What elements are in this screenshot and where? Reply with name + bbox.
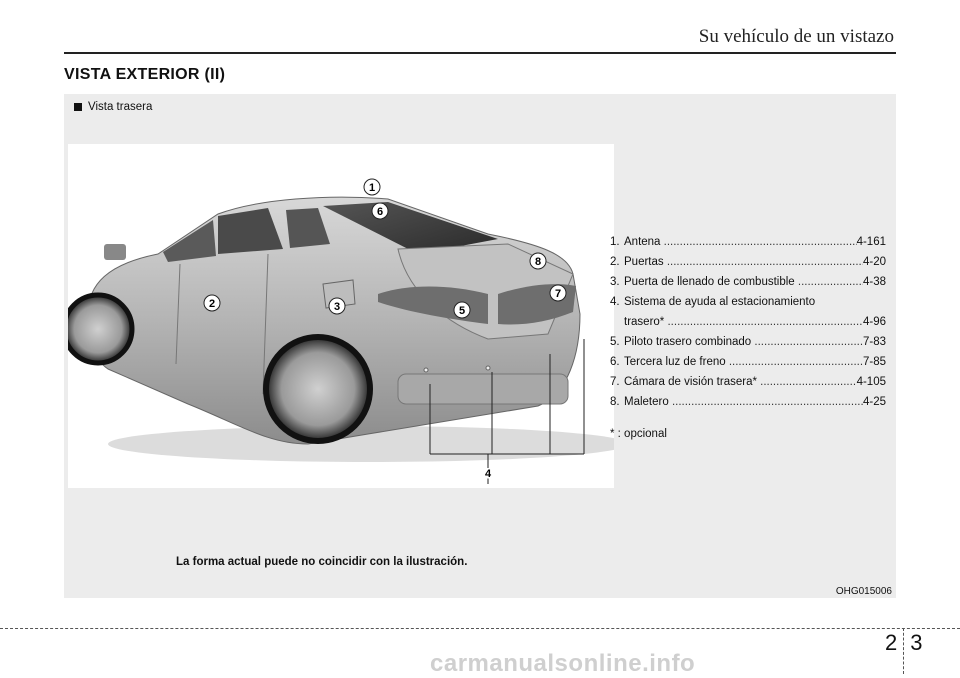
callout-1: 1 <box>368 182 376 194</box>
legend-label: Tercera luz de freno <box>624 356 726 368</box>
side-window-front <box>163 220 216 262</box>
optional-note: * : opcional <box>610 428 667 440</box>
car-illustration <box>68 144 614 488</box>
callout-marker-3 <box>329 298 345 314</box>
parking-sensor-1 <box>424 368 428 372</box>
callout-marker-6 <box>372 203 388 219</box>
disclaimer: La forma actual puede no coincidir con la ilustración. <box>176 556 468 568</box>
legend-num: 4. <box>610 296 620 308</box>
callout-3: 3 <box>333 301 341 313</box>
legend-page: 4-20 <box>862 256 886 268</box>
square-bullet-icon <box>74 103 82 111</box>
callout-2: 2 <box>208 298 216 310</box>
callout-marker-4 <box>485 468 492 480</box>
legend-num: 8. <box>610 396 620 408</box>
legend-num: 6. <box>610 356 620 368</box>
legend-num: 2. <box>610 256 620 268</box>
footer-dashed-rule <box>0 628 960 629</box>
legend-item-5 <box>610 332 886 352</box>
callout-marker-1 <box>364 179 380 195</box>
subheading <box>74 101 152 113</box>
legend-item-2 <box>610 252 886 272</box>
image-code: OHG015006 <box>835 586 892 597</box>
callout-6: 6 <box>376 206 384 218</box>
page-number-value: 3 <box>910 630 923 655</box>
legend-label: Antena <box>624 236 661 248</box>
header-section-title: Su vehículo de un vistazo <box>698 26 894 47</box>
legend-num: 1. <box>610 236 620 248</box>
page-title: VISTA EXTERIOR (II) <box>64 66 226 83</box>
legend-item-3 <box>610 272 886 292</box>
legend-label: Maletero <box>624 396 669 408</box>
car-rear-view-drawing <box>68 144 614 488</box>
header-rule <box>64 52 896 54</box>
legend-item-1 <box>610 232 886 252</box>
callout-4: 4 <box>484 468 492 480</box>
legend-page: 4-25 <box>862 396 886 408</box>
legend-item-8 <box>610 392 886 412</box>
callout-marker-7 <box>550 285 566 301</box>
chapter-number: 2 <box>885 630 898 655</box>
rear-bumper <box>398 374 568 404</box>
callout-marker-2 <box>204 295 220 311</box>
legend-num: 3. <box>610 276 620 288</box>
legend-page: 7-83 <box>862 336 886 348</box>
front-wheel <box>68 295 132 363</box>
legend-label: Puerta de llenado de combustible <box>624 276 795 288</box>
callout-5: 5 <box>458 305 466 317</box>
legend-label: Puertas <box>624 256 664 268</box>
legend-num: 7. <box>610 376 620 388</box>
legend-page: 4-38 <box>862 276 886 288</box>
legend-item-7 <box>610 372 886 392</box>
parts-legend <box>610 232 886 444</box>
legend-item-4 <box>610 292 886 332</box>
legend-page: 4-96 <box>862 316 886 328</box>
callout-7: 7 <box>554 288 562 300</box>
legend-page: 7-85 <box>862 356 886 368</box>
legend-item-6 <box>610 352 886 372</box>
mirror <box>104 244 126 260</box>
legend-page: 4-161 <box>856 236 886 248</box>
legend-page: 4-105 <box>856 376 886 388</box>
page-number <box>885 630 923 674</box>
legend-label-continued: trasero* <box>624 316 665 328</box>
callout-marker-8 <box>530 253 546 269</box>
callout-marker-5 <box>454 302 470 318</box>
rear-wheel <box>266 337 370 441</box>
callout-8: 8 <box>534 256 542 268</box>
legend-label: Piloto trasero combinado <box>624 336 752 348</box>
parking-sensor-2 <box>486 366 490 370</box>
subheading-text: Vista trasera <box>88 101 153 113</box>
watermark: carmanualsonline.info <box>430 650 696 677</box>
illustration-panel <box>64 94 896 598</box>
legend-num: 5. <box>610 336 620 348</box>
legend-label: Cámara de visión trasera* <box>624 376 757 388</box>
legend-label: Sistema de ayuda al estacionamiento <box>624 296 816 308</box>
